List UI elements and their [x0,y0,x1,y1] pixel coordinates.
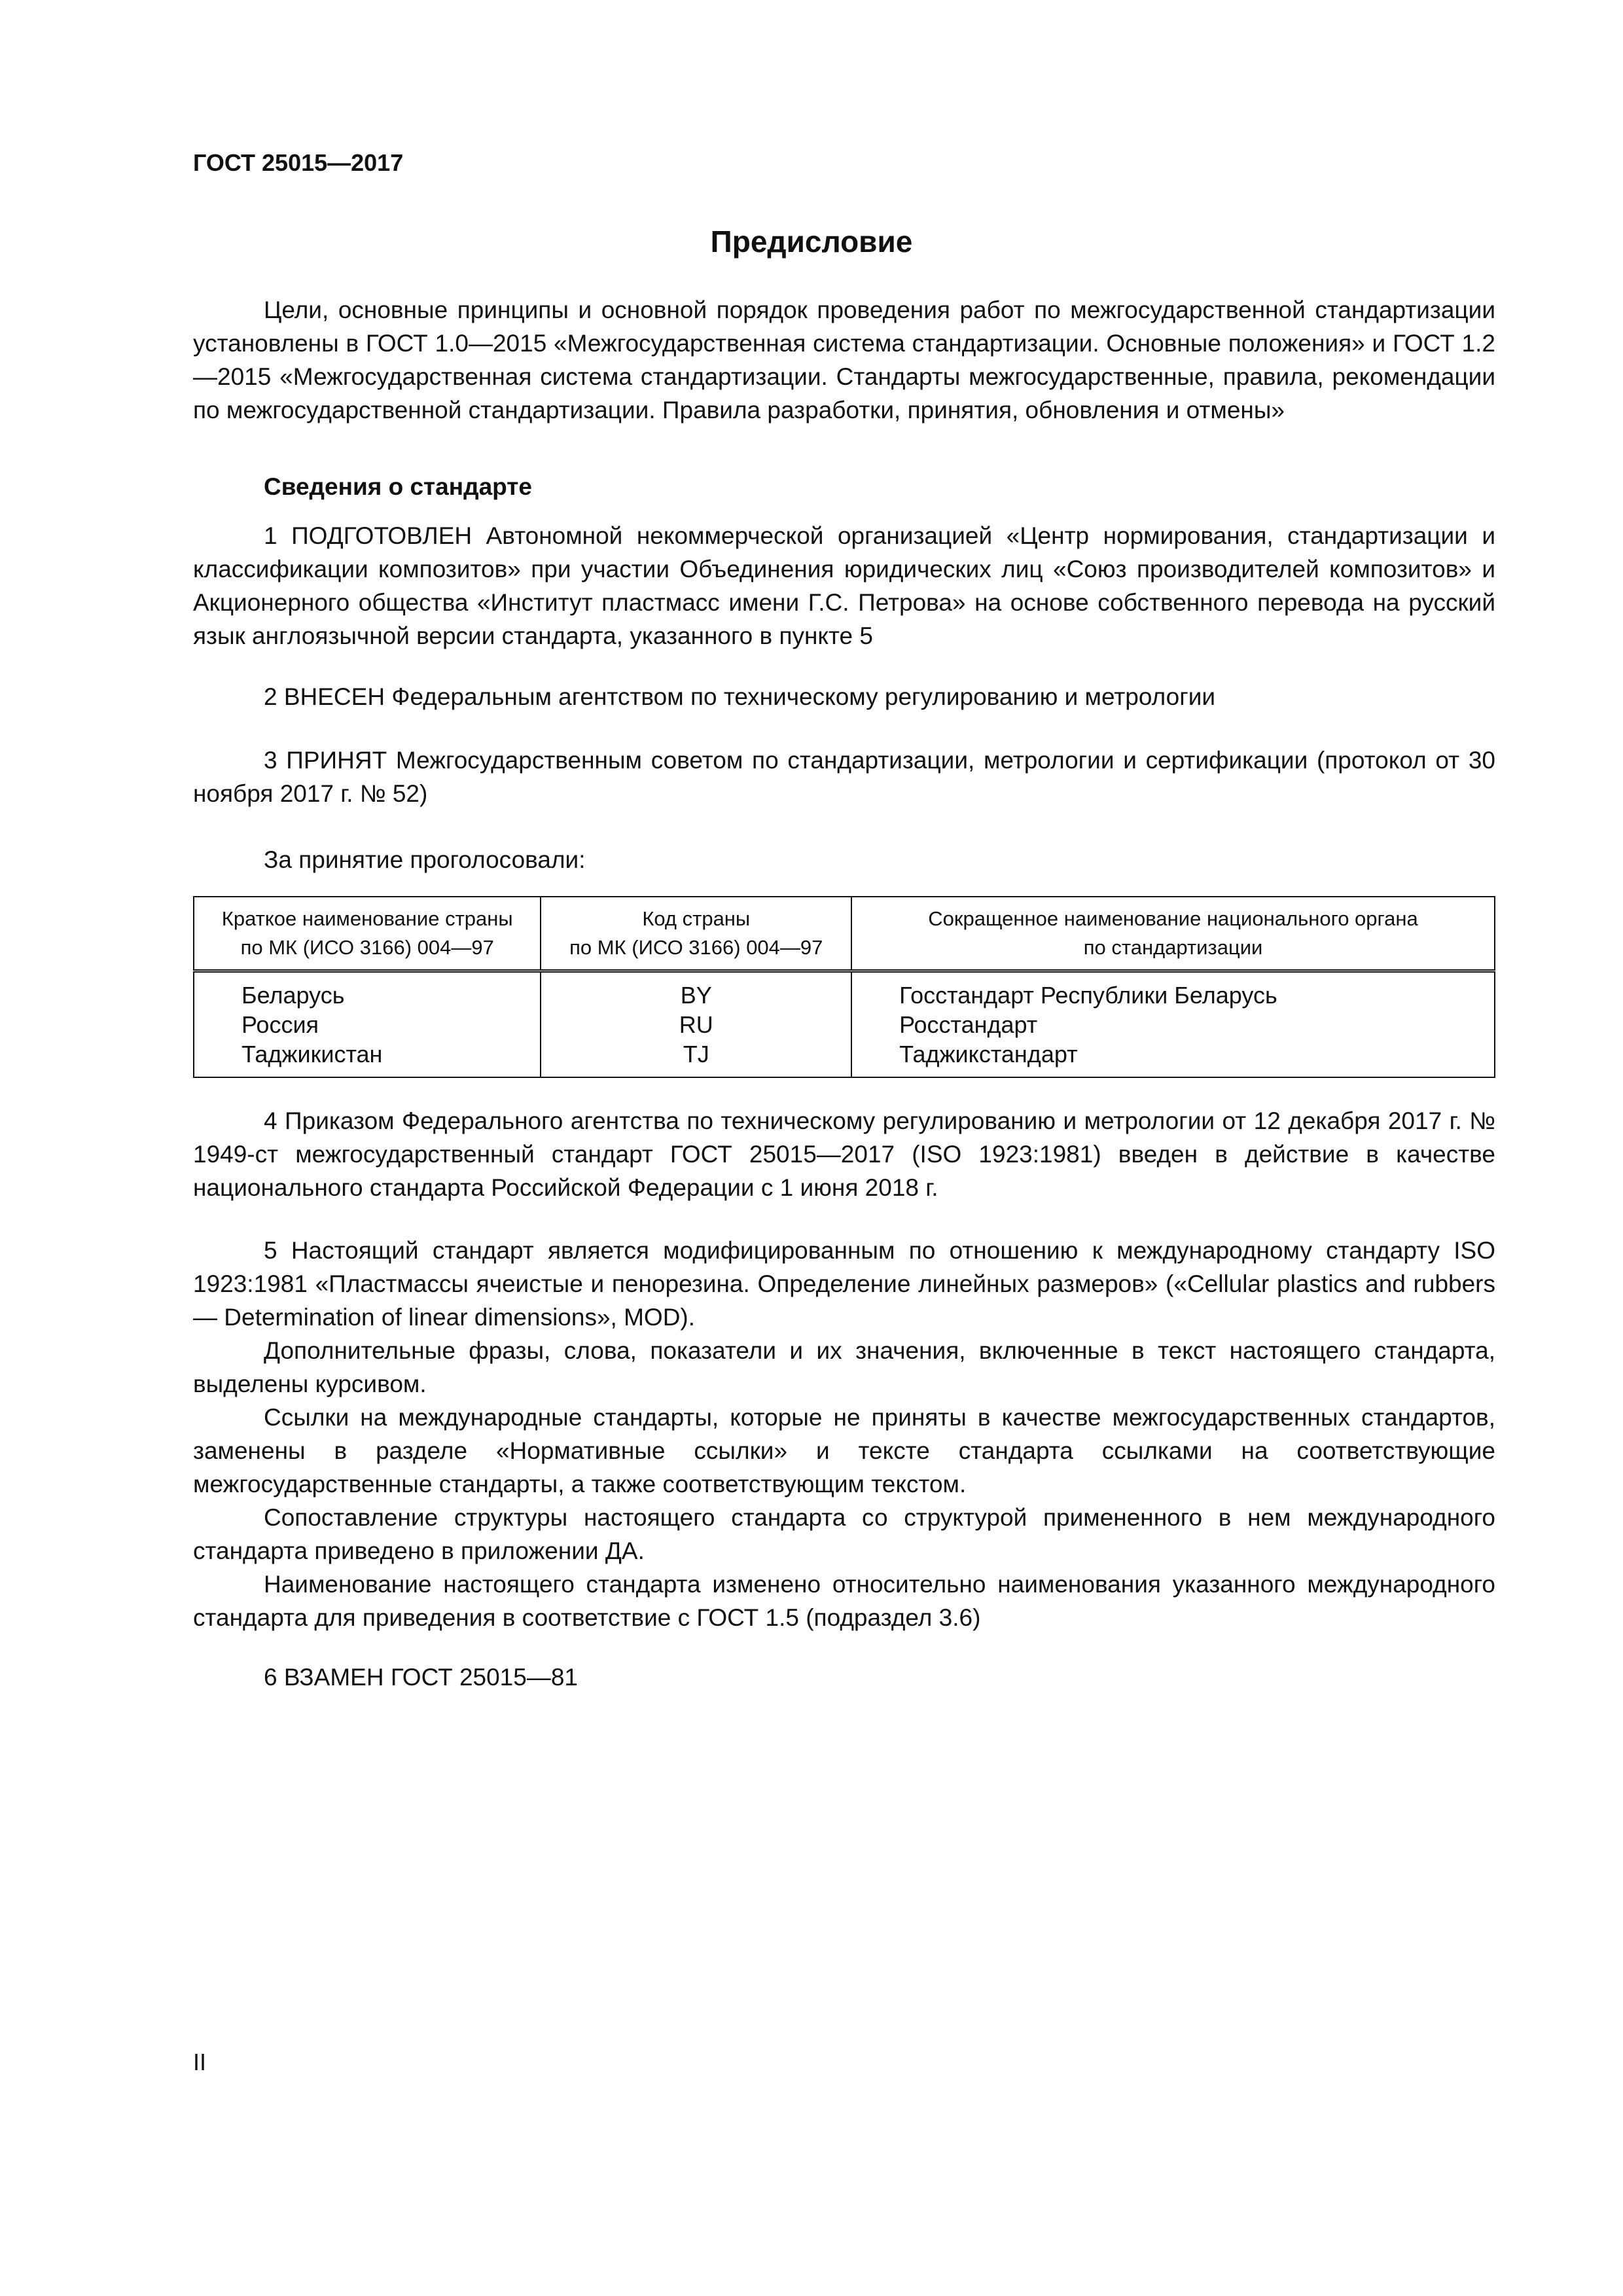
item-5-paragraph-2: Дополнительные фразы, слова, показатели и их значения, включенные в текст настоящего стандарта, выделены курсивом. [193,1337,1495,1397]
standards-body: Таджикстандарт [899,1041,1078,1067]
standards-body: Госстандарт Республики Беларусь [899,982,1277,1009]
item-4-paragraph: 4 Приказом Федерального агентства по техническому регулированию и метрологии от 12 декабря 2017 г. № 1949-ст межгосударственный стандарт ГОСТ 25015—2017 (ISO 1923:1981) введен в действие в качестве национального стандарта Российской Федерации с 1 июня 2018 г. [193,1107,1495,1201]
country-code: RU [679,1011,713,1038]
standards-body: Росстандарт [899,1011,1038,1038]
item-1-paragraph: 1 ПОДГОТОВЛЕН Автономной некоммерческой организацией «Центр нормирования, стандартизации и классификации композитов» при участии Объединения юридических лиц «Союз производителей композитов» и Акционерного общества «Институт пластмасс имени Г.С. Петрова» на основе собственного перевода на русский язык англоязычной версии стандарта, указанного в пункте 5 [193,522,1495,649]
page-title: Предисловие [710,224,913,259]
table-cell-codes [541,971,851,1078]
item-2-paragraph: 2 ВНЕСЕН Федеральным агентством по техническому регулированию и метрологии [264,683,1216,710]
item-3-paragraph: 3 ПРИНЯТ Межгосударственным советом по стандартизации, метрологии и сертификации (протокол от 30 ноября 2017 г. № 52) [193,747,1495,807]
item-5-paragraph-3: Ссылки на международные стандарты, которые не приняты в качестве межгосударственных стандартов, заменены в разделе «Нормативные ссылки» и тексте стандарта ссылками на соответствующие межгосударственные стандарты, а также соответствующим текстом. [193,1404,1495,1498]
table-cell-bodies [851,971,1495,1078]
item-5-paragraph: 5 Настоящий стандарт является модифицированным по отношению к международному стандарту ISO 1923:1981 «Пластмассы ячеистые и пенорезина. Определение линейных размеров» («Cellular plastics and rubbers — Determination of linear dimensions», MOD). [193,1237,1495,1331]
section-heading: Сведения о стандарте [264,473,532,500]
country-name: Таджикистан [241,1041,383,1067]
item-6-paragraph: 6 ВЗАМЕН ГОСТ 25015—81 [264,1664,578,1691]
country-code: TJ [683,1041,709,1067]
table-header-row [194,897,1495,971]
document-code: ГОСТ 25015—2017 [193,149,404,176]
table-header-country: Краткое наименование страны по МК (ИСО 3166) 004—97 [194,897,541,971]
voting-table [193,896,1495,1078]
vote-label: За принятие проголосовали: [264,846,586,873]
page-number: II [193,2049,207,2075]
table-header-body: Сокращенное наименование национального органа по стандартизации [851,897,1495,971]
table-header-code: Код страны по МК (ИСО 3166) 004—97 [541,897,851,971]
country-name: Россия [241,1011,319,1038]
intro-paragraph: Цели, основные принципы и основной порядок проведения работ по межгосударственной стандартизации установлены в ГОСТ 1.0—2015 «Межгосударственная система стандартизации. Основные положения» и ГОСТ 1.2—2015 «Межгосударственная система стандартизации. Стандарты межгосударственные, правила, рекомендации по межгосударственной стандартизации. Правила разработки, принятия, обновления и отмены» [193,296,1495,423]
country-code: BY [680,982,712,1009]
item-5-paragraph-4: Сопоставление структуры настоящего стандарта со структурой примененного в нем международного стандарта приведено в приложении ДА. [193,1504,1495,1564]
item-5-paragraph-5: Наименование настоящего стандарта изменено относительно наименования указанного международного стандарта для приведения в соответствие с ГОСТ 1.5 (подраздел 3.6) [193,1571,1495,1631]
country-name: Беларусь [241,982,345,1009]
table-cell-countries [194,971,541,1078]
table-row [194,971,1495,1078]
